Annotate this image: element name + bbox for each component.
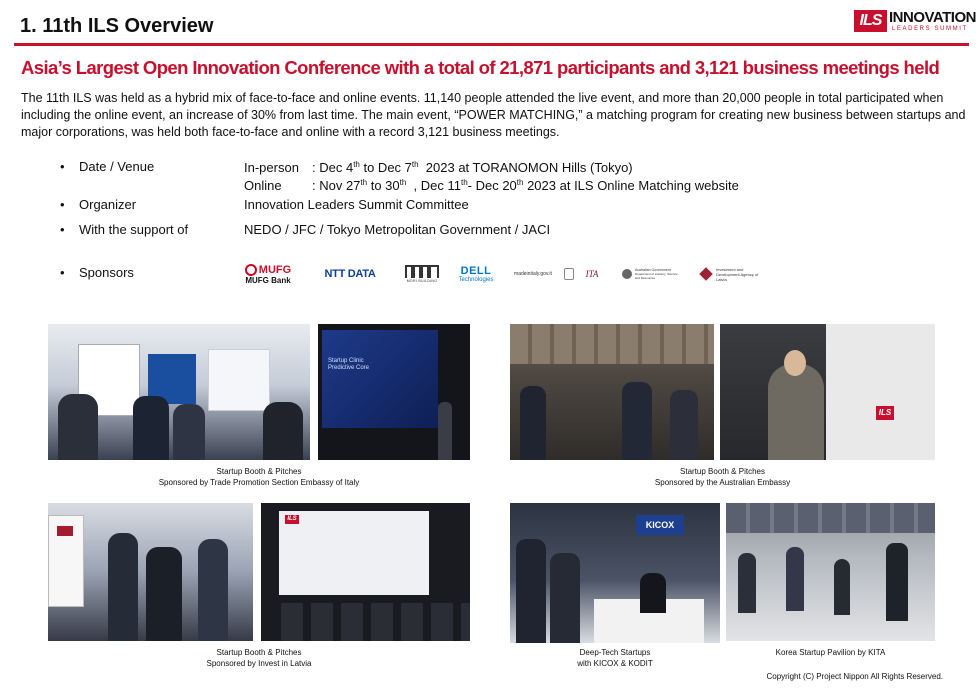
person-silhouette (516, 539, 546, 643)
detail-sponsors: • Sponsors (60, 265, 134, 280)
online-line: Online : Nov 27th to 30th , Dec 11th- Dec 20th 2023 at ILS Online Matching website (244, 178, 739, 193)
caption-latvia-line1: Startup Booth & Pitches (216, 648, 302, 657)
person-silhouette (622, 382, 652, 460)
intro-paragraph: The 11th ILS was held as a hybrid mix of face-to-face and online events. 11,140 people attended the live event, and more than 20,000 people in total participated when including the online event, an increase of 30% from last time. The main event, “POWER MATCHING,” a matching program for creating new business between startups and major corporations, was held both face-to-face and online with a record 3,121 business meetings. (21, 91, 966, 139)
photo-latvia-booth (48, 503, 253, 641)
photo-australia-speaker (720, 324, 935, 460)
latvia-word: Investment and Development Agency of Latvia (716, 266, 759, 282)
person-silhouette (198, 539, 228, 641)
online-label: Online (244, 178, 282, 193)
screen-ils-mark: ILS (876, 406, 894, 420)
person-silhouette (146, 547, 182, 641)
title-divider (14, 43, 969, 46)
caption-deeptech (510, 647, 720, 669)
caption-latvia-line2: Sponsored by Invest in Latvia (206, 659, 312, 668)
mori-word: MORI BUILDING (406, 279, 438, 283)
australia-word: Australian Government (635, 268, 671, 272)
photo-italy-booth (48, 324, 310, 460)
nttdata-logo (314, 263, 386, 285)
latvia-logo (700, 263, 766, 285)
caption-italy (48, 466, 470, 488)
caption-italy-line2: Sponsored by Trade Promotion Section Embassy of Italy (158, 478, 360, 487)
person-silhouette (738, 553, 756, 613)
mori-logo (400, 263, 444, 285)
australia-sub: Department of Industry, Science and Resources (635, 272, 678, 280)
organizer-label: Organizer (79, 197, 137, 212)
caption-korea (726, 647, 935, 658)
pitch-screen (322, 330, 438, 428)
screen-ils-mark: ILS (285, 515, 299, 524)
person-silhouette (640, 573, 666, 613)
caption-deeptech-line2: with KICOX & KODIT (577, 659, 653, 668)
inperson-label: In-person (244, 160, 299, 175)
ils-logo-word: INNOVATION (889, 9, 976, 26)
nttdata-word: NTT DATA (324, 268, 376, 280)
person-silhouette (520, 386, 546, 460)
dell-word: DELL (460, 265, 492, 277)
mufg-logo (238, 258, 298, 290)
ils-logo-mark: ILS (854, 10, 887, 32)
detail-support: • With the support of (60, 222, 189, 237)
person-silhouette (58, 394, 98, 460)
hall-wall (510, 324, 714, 364)
pavilion-wall (726, 503, 935, 533)
person-silhouette (834, 559, 850, 615)
caption-italy-line1: Startup Booth & Pitches (216, 467, 302, 476)
person-silhouette (263, 402, 303, 460)
mufg-bank-word: MUFG Bank (245, 275, 291, 285)
latvia-flag-icon (57, 526, 73, 536)
mufg-mark-icon (245, 264, 257, 276)
dell-logo (454, 263, 498, 285)
booth-panel (48, 515, 84, 607)
madeinitaly-word: madeinitaly.gov.it (514, 271, 552, 277)
speaker-silhouette (438, 402, 452, 460)
inperson-line: In-person : Dec 4th to Dec 7th 2023 at TORANOMON Hills (Tokyo) (244, 160, 633, 175)
caption-latvia (48, 647, 470, 669)
person-silhouette (886, 543, 908, 621)
ils-logo-sub: LEADERS SUMMIT (892, 26, 968, 32)
latvia-mark-icon (699, 267, 713, 281)
photo-deeptech-booth (510, 503, 720, 643)
caption-australia-line1: Startup Booth & Pitches (680, 467, 765, 476)
australia-crest-icon (622, 269, 632, 279)
booth-panel (208, 349, 270, 411)
organizer-value: Innovation Leaders Summit Committee (244, 197, 469, 212)
photo-latvia-pitch (261, 503, 470, 641)
detail-date-venue: • Date / Venue (60, 159, 155, 174)
ils-logo (854, 9, 976, 35)
caption-korea-line1: Korea Startup Pavilion by KITA (775, 648, 886, 657)
madeinitaly-logo (510, 263, 556, 285)
date-venue-label: Date / Venue (79, 159, 155, 174)
photo-korea-pavilion (726, 503, 935, 641)
mufg-word: MUFG (258, 263, 292, 276)
copyright-footer: Copyright (C) Project Nippon All Rights Reserved. (766, 672, 943, 681)
support-value: NEDO / JFC / Tokyo Metropolitan Government / JACI (244, 222, 551, 237)
ita-logo (580, 263, 604, 285)
headline: Asia’s Largest Open Innovation Conference with a total of 21,871 participants and 3,121 business meetings held (21, 57, 940, 78)
ita-word: ITA (585, 269, 599, 279)
person-silhouette (173, 404, 205, 460)
pitch-screen-text: Startup Clinic Predictive Core (328, 358, 370, 371)
pitch-screen (279, 511, 429, 595)
page-title: 1. 11th ILS Overview (20, 15, 214, 37)
photo-italy-pitch (318, 324, 470, 460)
mori-mark-icon (404, 265, 440, 279)
stage-screen (826, 324, 935, 460)
person-silhouette (786, 547, 804, 611)
person-silhouette (133, 396, 169, 460)
caption-australia (510, 466, 935, 488)
sponsors-label: Sponsors (79, 265, 134, 280)
person-silhouette (550, 553, 580, 643)
caption-australia-line2: Sponsored by the Australian Embassy (654, 478, 791, 487)
support-label: With the support of (79, 222, 189, 237)
audience (281, 603, 470, 641)
caption-deeptech-line1: Deep-Tech Startups (579, 648, 651, 657)
detail-organizer: • Organizer (60, 197, 137, 212)
photo-australia-hall (510, 324, 714, 460)
person-silhouette (108, 533, 138, 641)
speaker-silhouette (768, 364, 824, 460)
kicox-banner: KICOX (636, 515, 684, 535)
australia-logo (622, 263, 686, 285)
person-silhouette (670, 390, 698, 460)
dell-sub: Technologies (458, 277, 494, 283)
italy-emblem-icon (560, 263, 578, 285)
speaker-head (784, 350, 806, 376)
